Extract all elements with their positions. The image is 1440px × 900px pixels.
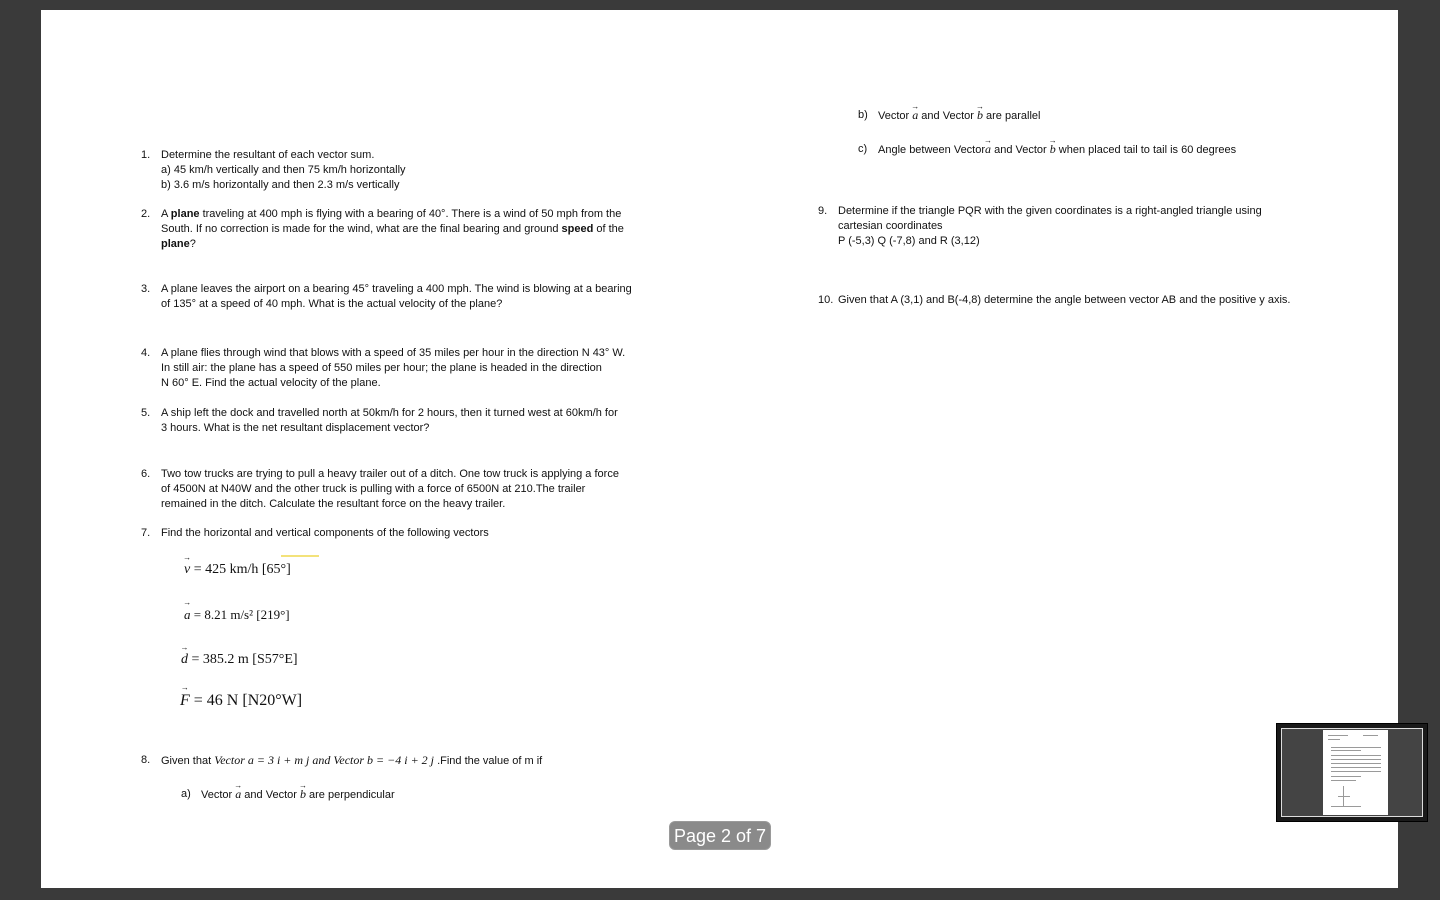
question-line: b) 3.6 m/s horizontally and then 2.3 m/s vertically — [161, 179, 400, 191]
question-2 — [141, 207, 661, 252]
vector-f-value: = 46 N [N20°W] — [189, 692, 303, 709]
thumbnail-navigator[interactable] — [1276, 723, 1428, 822]
question-1 — [141, 148, 661, 193]
question-number: 6. — [141, 468, 151, 480]
question-number: 4. — [141, 347, 151, 359]
question-3 — [141, 282, 661, 312]
q8b-vector-a: → a — [912, 108, 918, 123]
q8a-text-1: Vector — [201, 789, 236, 801]
q8b-text-2: and Vector — [918, 110, 977, 122]
q8-suffix: .Find the value of m if — [434, 755, 543, 767]
question-line: a) 45 km/h vertically and then 75 km/h horizontally — [161, 164, 406, 176]
question-10 — [818, 293, 1358, 308]
question-number: 7. — [141, 527, 151, 539]
q8-expression: Vector a = 3 i + m j and Vector b = −4 i + 2 j — [214, 753, 435, 767]
question-number: 3. — [141, 283, 151, 295]
q8a-vector-a: → a — [235, 787, 241, 802]
question-line: cartesian coordinates — [838, 220, 943, 232]
question-5 — [141, 406, 661, 436]
vector-v-symbol: → v — [184, 562, 190, 578]
q8c-vector-b: → b — [1050, 142, 1056, 157]
thumbnail-viewport[interactable] — [1281, 728, 1423, 817]
question-8 — [141, 753, 761, 769]
sub-label: c) — [858, 143, 868, 155]
question-9 — [818, 204, 1338, 249]
q8c-text-3: when placed tail to tail is 60 degrees — [1055, 144, 1237, 156]
page-indicator: Page 2 of 7 — [669, 821, 771, 850]
thumbnail-page-preview[interactable] — [1323, 730, 1388, 815]
vector-v-value: = 425 km/h [65°] — [190, 562, 291, 577]
q8a-vector-b: → b — [300, 787, 306, 802]
question-line: In still air: the plane has a speed of 550 miles per hour; the plane is headed in the direction — [161, 362, 602, 374]
document-page — [41, 10, 1398, 888]
question-line: remained in the ditch. Calculate the resultant force on the heavy trailer. — [161, 498, 506, 510]
q8b-text-1: Vector — [878, 110, 913, 122]
question-number: 10. — [818, 294, 834, 306]
question-line: Determine the resultant of each vector sum. — [161, 149, 375, 161]
question-line: plane? — [161, 238, 196, 250]
question-8a — [181, 787, 581, 803]
q8-prefix: Given that — [161, 755, 215, 767]
question-line: Find the horizontal and vertical components of the following vectors — [161, 527, 489, 539]
q8c-text-2: and Vector — [991, 144, 1050, 156]
question-line: N 60° E. Find the actual velocity of the plane. — [161, 377, 381, 389]
q8b-vector-b: → b — [977, 108, 983, 123]
q8c-text-1: Angle between Vector — [878, 144, 986, 156]
question-number: 5. — [141, 407, 151, 419]
highlight-mark — [281, 555, 319, 557]
q8b-text-3: are parallel — [982, 110, 1041, 122]
question-line: Determine if the triangle PQR with the given coordinates is a right-angled triangle using — [838, 205, 1262, 217]
question-number: 2. — [141, 208, 151, 220]
question-line: of 135° at a speed of 40 mph. What is the actual velocity of the plane? — [161, 298, 503, 310]
vector-a-value: = 8.21 m/s² [219°] — [190, 607, 290, 622]
sub-label: b) — [858, 109, 868, 121]
question-8b — [858, 108, 1278, 124]
question-7 — [141, 526, 661, 541]
q8c-vector-a: → a — [985, 142, 991, 157]
vector-a-symbol: → a — [184, 607, 191, 623]
sub-label: a) — [181, 788, 191, 800]
question-number: 9. — [818, 205, 828, 217]
vector-f-symbol: → F — [180, 692, 190, 710]
vector-d-symbol: → d — [181, 652, 188, 668]
vector-a-equation — [184, 607, 290, 623]
question-line: A ship left the dock and travelled north at 50km/h for 2 hours, then it turned west at 60km/h for — [161, 407, 618, 419]
vector-d-value: = 385.2 m [S57°E] — [188, 652, 298, 667]
question-4 — [141, 346, 661, 391]
question-line: Given that A (3,1) and B(-4,8) determine the angle between vector AB and the positive y axis. — [838, 294, 1291, 306]
vector-f-equation — [180, 692, 302, 710]
question-line: A plane flies through wind that blows with a speed of 35 miles per hour in the direction N 43° W. — [161, 347, 626, 359]
question-line: A plane leaves the airport on a bearing 45° traveling a 400 mph. The wind is blowing at a bearing — [161, 283, 632, 295]
question-6 — [141, 467, 661, 512]
q8a-text-2: and Vector — [241, 789, 300, 801]
vector-v-equation — [184, 562, 291, 578]
question-line: of 4500N at N40W and the other truck is pulling with a force of 6500N at 210.The trailer — [161, 483, 586, 495]
question-number: 1. — [141, 149, 151, 161]
q8a-text-3: are perpendicular — [305, 789, 395, 801]
question-line: Two tow trucks are trying to pull a heavy trailer out of a ditch. One tow truck is applying a force — [161, 468, 619, 480]
question-number: 8. — [141, 754, 151, 766]
question-8c — [858, 142, 1358, 158]
question-line: 3 hours. What is the net resultant displacement vector? — [161, 422, 430, 434]
question-line: A plane traveling at 400 mph is flying with a bearing of 40°. There is a wind of 50 mph from the — [161, 208, 622, 220]
vector-d-equation — [181, 652, 298, 668]
question-line: South. If no correction is made for the wind, what are the final bearing and ground speed of the — [161, 223, 624, 235]
question-line: P (-5,3) Q (-7,8) and R (3,12) — [838, 235, 980, 247]
